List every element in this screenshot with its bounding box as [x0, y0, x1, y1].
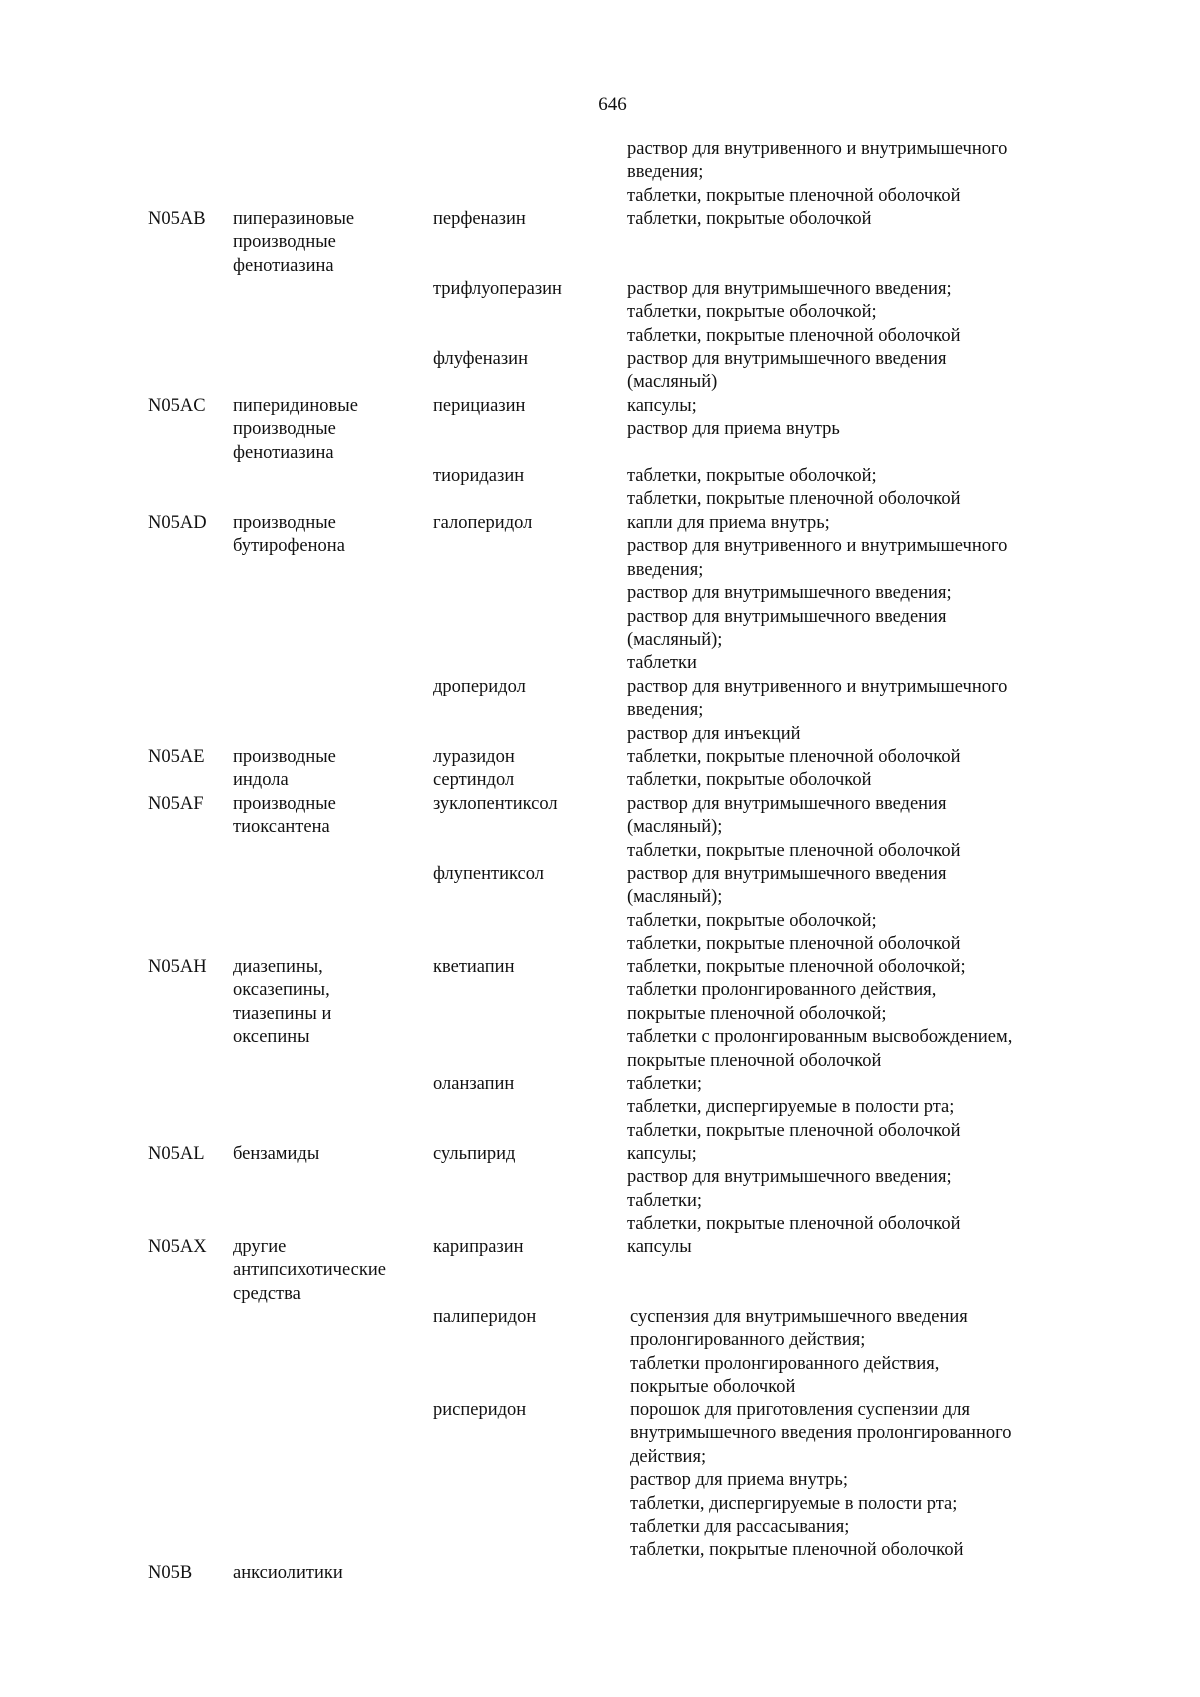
atc-code: N05B: [148, 1563, 193, 1583]
dosage-forms: таблетки; таблетки, диспергируемые в полости рта; таблетки, покрытые пленочной оболочкой: [627, 1074, 961, 1141]
atc-code: N05AB: [148, 209, 206, 229]
atc-code: N05AF: [148, 794, 204, 814]
group-name: производные индола: [233, 747, 336, 791]
drug-name: луразидон сертиндол: [433, 747, 515, 791]
dosage-forms: капсулы: [627, 1237, 692, 1257]
drug-name: перициазин: [433, 396, 526, 416]
dosage-forms: раствор для внутримышечного введения (масляный): [627, 349, 947, 393]
atc-code: N05AE: [148, 747, 205, 767]
dosage-forms: раствор для внутривенного и внутримышечного введения; раствор для инъекций: [627, 677, 1008, 744]
group-name: пиперидиновые производные фенотиазина: [233, 396, 358, 463]
dosage-forms: капсулы; раствор для внутримышечного введения; таблетки; таблетки, покрытые пленочной оболочкой: [627, 1144, 961, 1235]
dosage-forms: капли для приема внутрь; раствор для внутривенного и внутримышечного введения; раствор для внутримышечного введения; раствор для внутримышечного введения (масляный); таблетки: [627, 513, 1008, 674]
drug-name: перфеназин: [433, 209, 526, 229]
drug-name: сульпирид: [433, 1144, 516, 1164]
atc-code: N05AD: [148, 513, 207, 533]
drug-name: флупентиксол: [433, 864, 544, 884]
drug-name: оланзапин: [433, 1074, 515, 1094]
group-name: диазепины, оксазепины, тиазепины и оксепины: [233, 957, 332, 1048]
drug-name: рисперидон: [433, 1400, 527, 1420]
dosage-forms: раствор для внутримышечного введения; таблетки, покрытые оболочкой; таблетки, покрытые пленочной оболочкой: [627, 279, 961, 346]
dosage-forms: раствор для внутривенного и внутримышечного введения; таблетки, покрытые пленочной оболочкой: [627, 139, 1008, 206]
atc-code: N05AC: [148, 396, 206, 416]
drug-name: палиперидон: [433, 1307, 537, 1327]
dosage-forms: суспензия для внутримышечного введения пролонгированного действия; таблетки пролонгированного действия, покрытые оболочкой: [630, 1307, 968, 1398]
group-name: пиперазиновые производные фенотиазина: [233, 209, 355, 276]
page-number: 646: [598, 94, 627, 115]
atc-code: N05AH: [148, 957, 207, 977]
group-name: бензамиды: [233, 1144, 320, 1164]
dosage-forms: таблетки, покрытые оболочкой: [627, 209, 872, 229]
atc-code: N05AL: [148, 1144, 205, 1164]
group-name: анксиолитики: [233, 1563, 343, 1583]
group-name: производные тиоксантена: [233, 794, 336, 838]
dosage-forms: порошок для приготовления суспензии для внутримышечного введения пролонгированного действия; раствор для приема внутрь; таблетки, диспергируемые в полости рта; таблетки для рассасывания; таблетки, покрытые пленочной оболочкой: [630, 1400, 1012, 1561]
drug-name: флуфеназин: [433, 349, 528, 369]
dosage-forms: раствор для внутримышечного введения (масляный); таблетки, покрытые оболочкой; таблетки, покрытые пленочной оболочкой: [627, 864, 961, 955]
dosage-forms: таблетки, покрытые оболочкой; таблетки, покрытые пленочной оболочкой: [627, 466, 961, 510]
drug-name: карипразин: [433, 1237, 524, 1257]
dosage-forms: таблетки, покрытые пленочной оболочкой таблетки, покрытые оболочкой: [627, 747, 961, 791]
drug-name: дроперидол: [433, 677, 526, 697]
drug-name: тиоридазин: [433, 466, 525, 486]
dosage-forms: таблетки, покрытые пленочной оболочкой; таблетки пролонгированного действия, покрытые пленочной оболочкой; таблетки с пролонгированным высвобождением, покрытые пленочной оболочкой: [627, 957, 1013, 1071]
drug-name: трифлуоперазин: [433, 279, 562, 299]
drug-name: галоперидол: [433, 513, 533, 533]
group-name: другие антипсихотические средства: [233, 1237, 386, 1304]
group-name: производные бутирофенона: [233, 513, 345, 557]
atc-code: N05AX: [148, 1237, 207, 1257]
dosage-forms: капсулы; раствор для приема внутрь: [627, 396, 840, 440]
drug-name: зуклопентиксол: [433, 794, 558, 814]
dosage-forms: раствор для внутримышечного введения (масляный); таблетки, покрытые пленочной оболочкой: [627, 794, 961, 861]
drug-name: кветиапин: [433, 957, 515, 977]
